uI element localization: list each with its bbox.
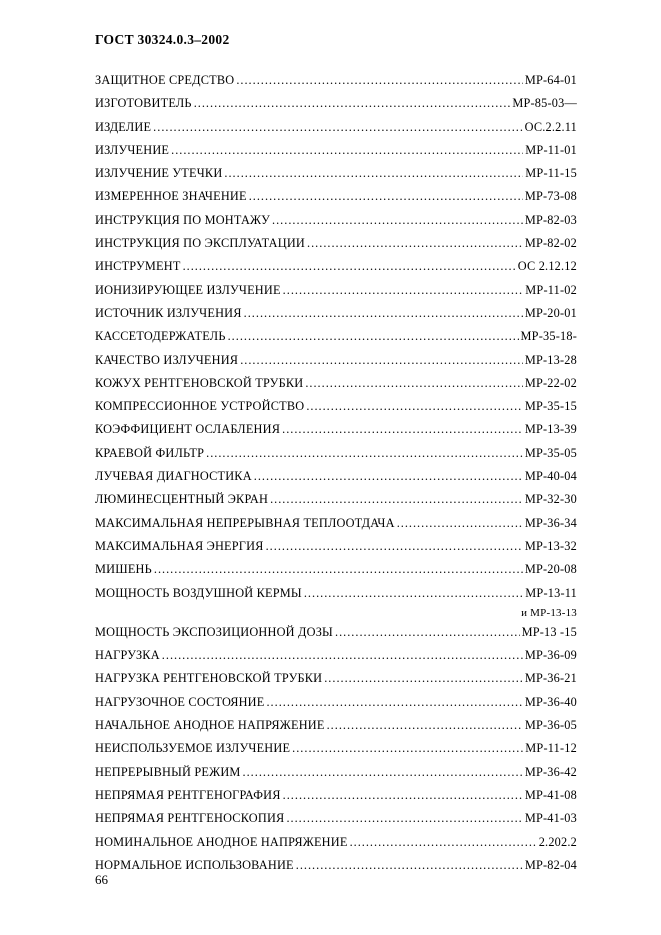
dot-leader	[270, 488, 523, 511]
entry-term: НАГРУЗОЧНОЕ СОСТОЯНИЕ	[95, 694, 265, 709]
entry-code: МР-36-05	[524, 718, 577, 733]
index-entry	[95, 854, 577, 877]
entry-code: МР-41-08	[524, 787, 577, 802]
entry-code: 2.202.2	[538, 834, 577, 849]
entry-code: МР-36-40	[524, 694, 577, 709]
index-entry	[95, 349, 577, 372]
index-entry	[95, 691, 577, 714]
entry-term: КРАЕВОЙ ФИЛЬТР	[95, 445, 205, 460]
entry-term: НАГРУЗКА РЕНТГЕНОВСКОЙ ТРУБКИ	[95, 671, 323, 686]
entry-term: МОЩНОСТЬ ВОЗДУШНОЙ КЕРМЫ	[95, 585, 302, 600]
index-entry	[95, 92, 577, 115]
index-entry	[95, 395, 577, 418]
page-number: 66	[95, 872, 108, 887]
entry-term: МИШЕНЬ	[95, 562, 152, 577]
entry-term: НЕПРЯМАЯ РЕНТГЕНОГРАФИЯ	[95, 787, 281, 802]
dot-leader	[183, 255, 516, 278]
entry-term: НЕПРЕРЫВНЫЙ РЕЖИМ	[95, 764, 241, 779]
entry-code: МР-35-18-	[520, 329, 577, 344]
entry-code: МР-13-11	[525, 585, 577, 600]
index-entry	[95, 162, 577, 185]
entry-term: НАЧАЛЬНОЕ АНОДНОЕ НАПРЯЖЕНИЕ	[95, 718, 325, 733]
entry-code: МР-13-28	[524, 352, 577, 367]
entry-term: НЕПРЯМАЯ РЕНТГЕНОСКОПИЯ	[95, 811, 285, 826]
index-entry	[95, 418, 577, 441]
dot-leader	[254, 465, 523, 488]
entry-code: МР-13 -15	[521, 624, 577, 639]
entry-term: НОМИНАЛЬНОЕ АНОДНОЕ НАПРЯЖЕНИЕ	[95, 834, 348, 849]
dot-leader	[194, 92, 511, 115]
dot-leader	[307, 232, 523, 255]
entry-code-continuation: и МР-13-13	[521, 606, 577, 619]
index-entry	[95, 116, 577, 139]
entry-term: КОЭФФИЦИЕНТ ОСЛАБЛЕНИЯ	[95, 422, 281, 437]
index-entry	[95, 139, 577, 162]
index-entry	[95, 442, 577, 465]
dot-leader	[286, 807, 522, 830]
entry-term: МОЩНОСТЬ ЭКСПОЗИЦИОННОЙ ДОЗЫ	[95, 624, 333, 639]
entry-term: КАССЕТОДЕРЖАТЕЛЬ	[95, 329, 226, 344]
entry-code: МР-85-03—	[512, 96, 577, 111]
entry-term: МАКСИМАЛЬНАЯ ЭНЕРГИЯ	[95, 538, 264, 553]
dot-leader	[296, 854, 523, 877]
entry-code: МР-41-03	[524, 811, 577, 826]
entry-term: ЛЮМИНЕСЦЕНТНЫЙ ЭКРАН	[95, 492, 269, 507]
dot-leader	[162, 644, 523, 667]
entry-code: МР-22-02	[524, 375, 577, 390]
entry-code: МР-64-01	[524, 73, 577, 87]
entry-term: НАГРУЗКА	[95, 648, 160, 663]
index-entry	[95, 535, 577, 558]
entry-code: ОС.2.2.11	[524, 119, 577, 134]
entry-code: МР-11-15	[525, 166, 577, 181]
dot-leader	[272, 209, 523, 232]
dot-leader	[206, 442, 523, 465]
document-title: ГОСТ 30324.0.3–2002	[95, 32, 230, 47]
entry-term: ИНСТРУКЦИЯ ПО ЭКСПЛУАТАЦИИ	[95, 236, 306, 251]
entry-term: ИНСТРУКЦИЯ ПО МОНТАЖУ	[95, 212, 271, 227]
index-entry	[95, 644, 577, 667]
dot-leader	[397, 512, 523, 535]
dot-leader	[305, 372, 523, 395]
dot-leader	[282, 418, 523, 441]
index-entry	[95, 667, 577, 690]
entry-code: МР-36-09	[524, 648, 577, 663]
dot-leader	[335, 621, 520, 644]
entry-code: МР-11-02	[525, 282, 577, 297]
entry-code: МР-13-32	[524, 538, 577, 553]
entry-term: МАКСИМАЛЬНАЯ НЕПРЕРЫВНАЯ ТЕПЛООТДАЧА	[95, 515, 395, 530]
dot-leader	[240, 349, 523, 372]
entry-term: КОЖУХ РЕНТГЕНОВСКОЙ ТРУБКИ	[95, 375, 304, 390]
entry-term: НОРМАЛЬНОЕ ИСПОЛЬЗОВАНИЕ	[95, 857, 294, 872]
dot-leader	[327, 714, 523, 737]
dot-leader	[171, 139, 523, 162]
entry-term: ИОНИЗИРУЮЩЕЕ ИЗЛУЧЕНИЕ	[95, 282, 281, 297]
entry-code: МР-36-34	[524, 515, 577, 530]
entry-code: МР-20-01	[524, 305, 577, 320]
entry-code: МР-82-02	[524, 236, 577, 251]
dot-leader	[283, 279, 524, 302]
dot-leader	[224, 162, 523, 185]
entry-term: ИСТОЧНИК ИЗЛУЧЕНИЯ	[95, 305, 242, 320]
dot-leader	[243, 761, 523, 784]
entry-term: ИЗЛУЧЕНИЕ	[95, 142, 170, 157]
index-entry	[95, 761, 577, 784]
entry-code: МР-36-21	[524, 671, 577, 686]
entry-term: КАЧЕСТВО ИЗЛУЧЕНИЯ	[95, 352, 239, 367]
index-entry	[95, 255, 577, 278]
entry-code: МР-35-15	[524, 399, 577, 414]
index-entry	[95, 831, 577, 854]
entry-term: ЛУЧЕВАЯ ДИАГНОСТИКА	[95, 469, 252, 484]
dot-leader	[228, 325, 519, 348]
entry-code: МР-40-04	[524, 469, 577, 484]
index-entry	[95, 621, 577, 644]
index-entry	[95, 232, 577, 255]
index-entry	[95, 209, 577, 232]
entry-term: ЗАЩИТНОЕ СРЕДСТВО	[95, 73, 235, 87]
dot-leader	[236, 69, 523, 92]
entry-code: МР-73-08	[524, 189, 577, 204]
index-entry	[95, 488, 577, 511]
index-entry	[95, 784, 577, 807]
entry-code: МР-13-39	[524, 422, 577, 437]
dot-leader	[324, 667, 523, 690]
page-content	[95, 32, 577, 877]
entry-code: МР-32-30	[524, 492, 577, 507]
entry-term: ИЗДЕЛИЕ	[95, 119, 152, 134]
index-entry	[95, 325, 577, 348]
dot-leader	[266, 691, 522, 714]
entry-code: МР-11-12	[525, 741, 577, 756]
index-entry	[95, 737, 577, 760]
dot-leader	[249, 185, 523, 208]
index-entry	[95, 582, 577, 605]
index-entry	[95, 302, 577, 325]
index-list	[95, 69, 577, 877]
entry-code: МР-82-03	[524, 212, 577, 227]
index-entry	[95, 69, 577, 92]
entry-term: ИЗЛУЧЕНИЕ УТЕЧКИ	[95, 166, 223, 181]
dot-leader	[350, 831, 537, 854]
entry-term: КОМПРЕССИОННОЕ УСТРОЙСТВО	[95, 399, 305, 414]
index-entry	[95, 512, 577, 535]
dot-leader	[306, 395, 523, 418]
entry-code: ОС 2.12.12	[517, 259, 577, 274]
entry-code: МР-20-08	[524, 562, 577, 577]
entry-code: МР-11-01	[525, 142, 577, 157]
entry-code: МР-35-05	[524, 445, 577, 460]
index-entry	[95, 714, 577, 737]
index-entry	[95, 279, 577, 302]
index-entry	[95, 807, 577, 830]
index-entry	[95, 185, 577, 208]
index-entry	[95, 465, 577, 488]
entry-code: МР-36-42	[524, 764, 577, 779]
dot-leader	[266, 535, 523, 558]
dot-leader	[292, 737, 523, 760]
index-entry	[95, 372, 577, 395]
dot-leader	[283, 784, 523, 807]
entry-code: МР-82-04	[524, 857, 577, 872]
dot-leader	[154, 558, 523, 581]
entry-term: ИЗГОТОВИТЕЛЬ	[95, 96, 192, 111]
index-entry	[95, 558, 577, 581]
entry-term: ИЗМЕРЕННОЕ ЗНАЧЕНИЕ	[95, 189, 247, 204]
entry-term: НЕИСПОЛЬЗУЕМОЕ ИЗЛУЧЕНИЕ	[95, 741, 291, 756]
dot-leader	[244, 302, 523, 325]
dot-leader	[153, 116, 522, 139]
entry-term: ИНСТРУМЕНТ	[95, 259, 181, 274]
dot-leader	[304, 582, 523, 605]
